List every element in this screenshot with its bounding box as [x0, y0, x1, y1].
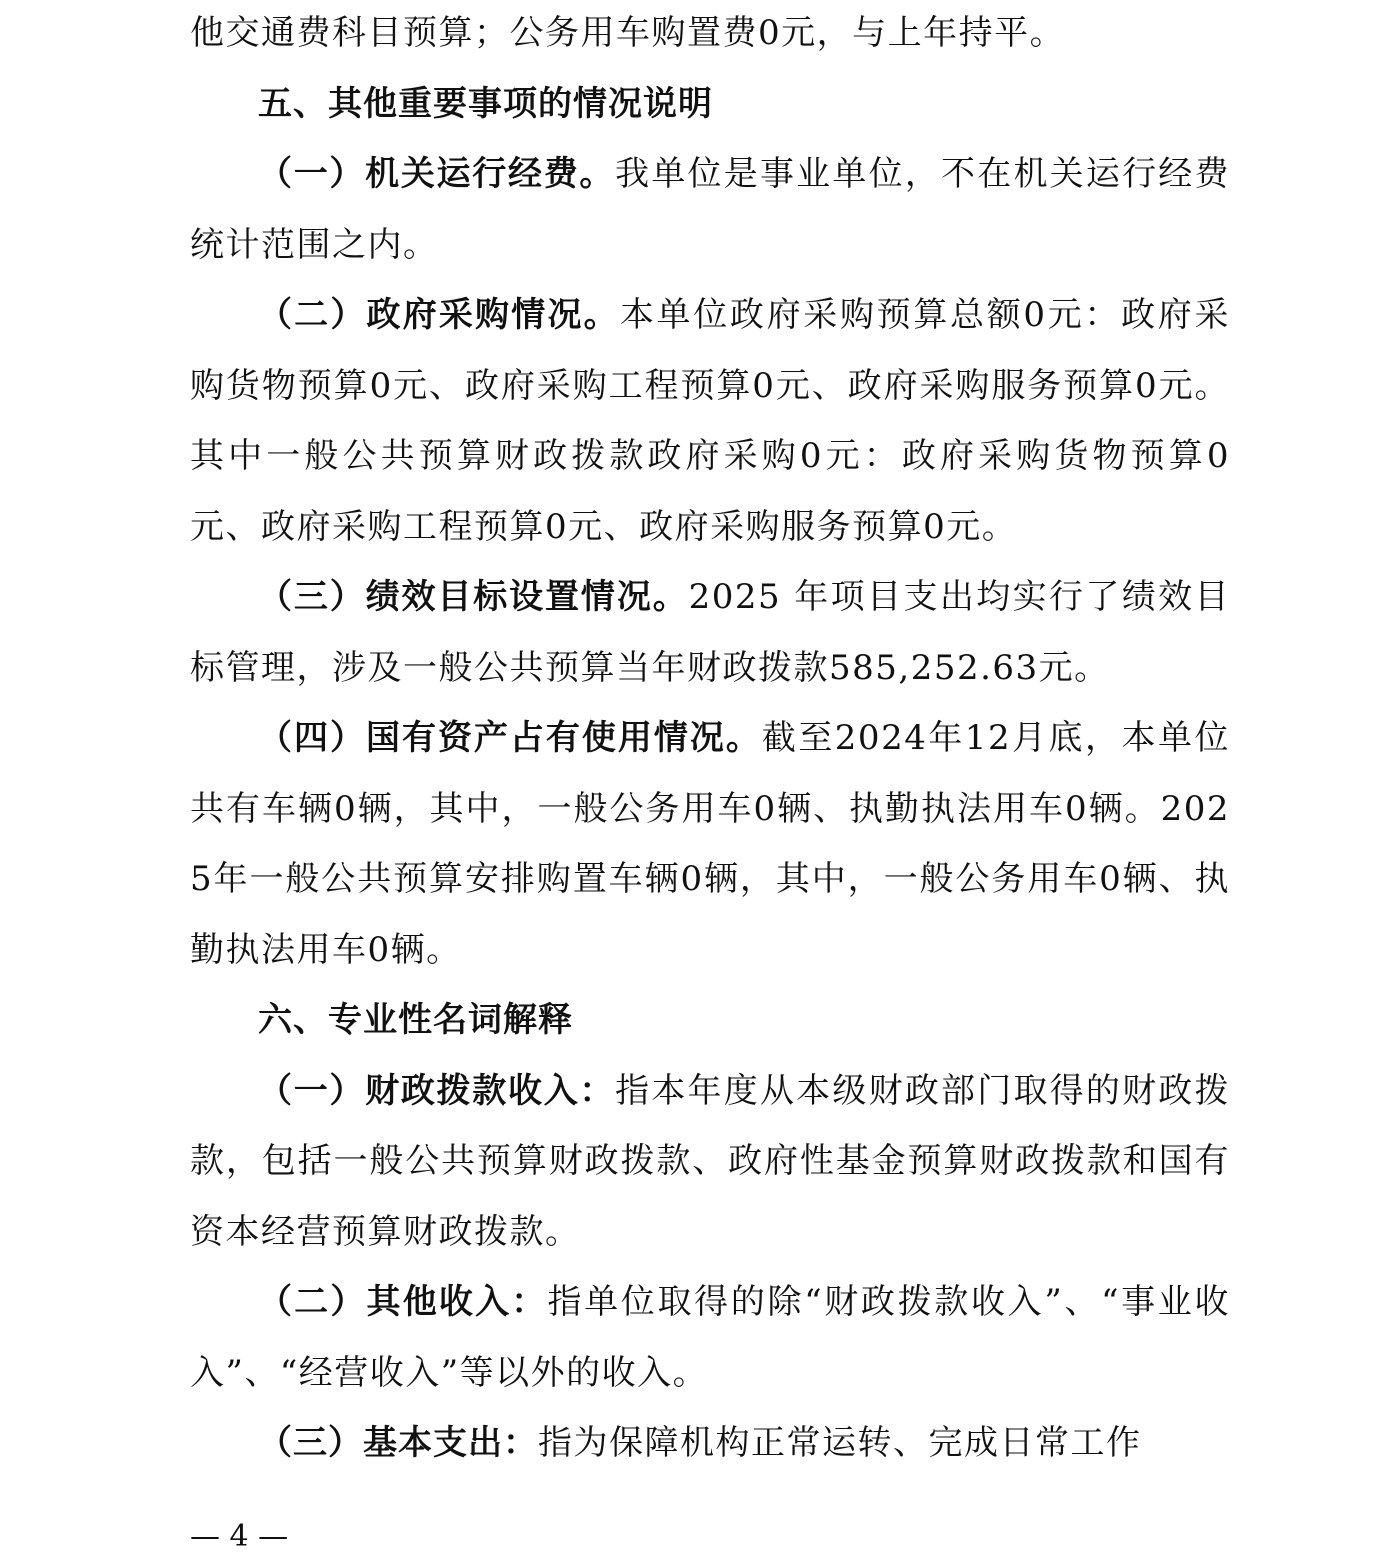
subheading-procurement: （二）政府采购情况。: [258, 295, 620, 335]
section-heading-5: 五、其他重要事项的情况说明: [258, 83, 713, 124]
page-number: — 4 —: [190, 1519, 289, 1554]
section-heading-6: 六、专业性名词解释: [258, 1000, 573, 1040]
paragraph-text: 指单位取得的除“财政拨款收入”、“事业收入”、“经营收入”等以外的收入。: [190, 1282, 1230, 1393]
paragraph-text: 2025 年项目支出均实行了绩效目标管理，涉及一般公共预算当年财政拨款585,252.63元。: [190, 577, 1230, 688]
paragraph-text: 本单位政府采购预算总额0元：政府采购货物预算0元、政府采购工程预算0元、政府采购服务预算0元。其中一般公共预算财政拨款政府采购0元：政府采购货物预算0元、政府采购工程预算0元、政府采购服务预算0元。: [190, 295, 1230, 547]
paragraph-fiscal-income: [190, 1056, 1230, 1268]
subheading-basic-expenditure: （三）基本支出：: [258, 1423, 538, 1463]
paragraph-operating-expenses: [190, 139, 1230, 280]
paragraph-performance: [190, 562, 1230, 703]
subheading-fiscal-income: （一）财政拨款收入：: [258, 1070, 616, 1111]
paragraph-basic-expenditure: [190, 1408, 1230, 1479]
subheading-operating-expenses: （一）机关运行经费。: [258, 154, 616, 194]
paragraph-text: 我单位是事业单位，不在机关运行经费统计范围之内。: [190, 154, 1231, 265]
paragraph-assets: [190, 703, 1230, 985]
document-page: [190, 0, 1230, 1479]
subheading-assets: （四）国有资产占有使用情况。: [258, 718, 762, 758]
subheading-performance: （三）绩效目标设置情况。: [258, 577, 689, 617]
subheading-other-income: （二）其他收入：: [258, 1282, 548, 1322]
paragraph-text: 指为保障机构正常运转、完成日常工作: [538, 1423, 1142, 1463]
paragraph-text: 指本年度从本级财政部门取得的财政拨款，包括一般公共预算财政拨款、政府性基金预算财政拨款和国有资本经营预算财政拨款。: [190, 1070, 1231, 1252]
paragraph-text: 截至2024年12月底，本单位共有车辆0辆，其中，一般公务用车0辆、执勤执法用车0辆。2025年一般公共预算安排购置车辆0辆，其中，一般公务用车0辆、执勤执法用车0辆。: [190, 718, 1230, 970]
paragraph-other-income: [190, 1267, 1230, 1408]
paragraph-continuation: 他交通费科目预算；公务用车购置费0元，与上年持平。: [190, 13, 1066, 53]
paragraph-procurement: [190, 280, 1230, 562]
